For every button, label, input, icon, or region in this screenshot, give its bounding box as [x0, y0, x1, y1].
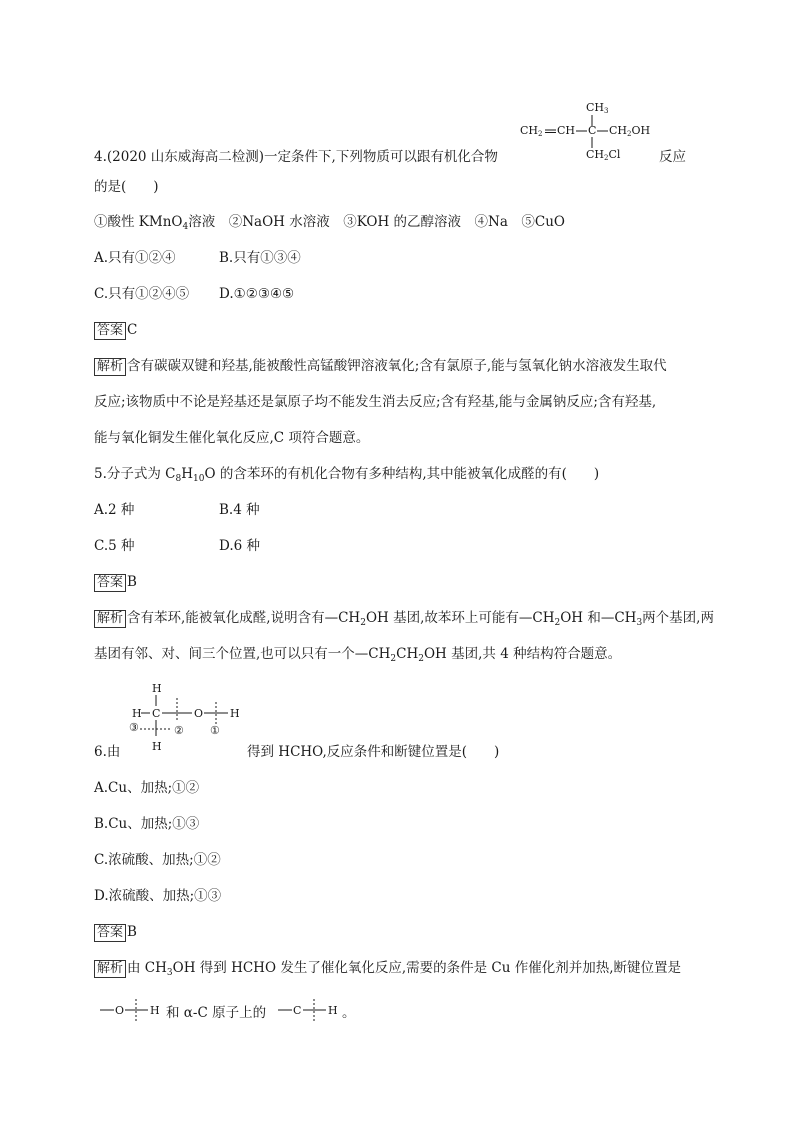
q6-frag1-h: H: [150, 1004, 160, 1017]
answer-tag: 答案: [94, 574, 126, 592]
q6-frag-end: 。: [342, 1005, 356, 1021]
answer-tag: 答案: [94, 322, 126, 340]
q6-methanol-structure: [128, 680, 250, 758]
q6-frag-and-text: 和 α-C 原子上的: [166, 1005, 267, 1021]
q5-answer-value: B: [127, 574, 137, 590]
q4-choice-c[interactable]: C.只有①②④⑤: [94, 286, 190, 302]
q4-choice-a[interactable]: A.只有①②④: [94, 250, 176, 266]
q6-frag1-o: O: [115, 1004, 125, 1017]
q4-analysis-line1: 解析 含有碳碳双键和羟基,能被酸性高锰酸钾溶液氧化;含有氯原子,能与氢氧化钠水溶液发生取代: [94, 357, 667, 376]
q5-answer: [94, 573, 137, 592]
q6-answer-value: B: [127, 924, 137, 940]
q6-answer: [94, 923, 137, 942]
q6-choice-b[interactable]: B.Cu、加热;①③: [94, 816, 200, 832]
q6-h-left: H: [132, 707, 142, 720]
q6-choice-a[interactable]: A.Cu、加热;①②: [94, 780, 200, 796]
q6-mark-1: ①: [210, 724, 220, 737]
q4-ch-label: CH: [557, 124, 576, 137]
q6-choice-c[interactable]: C.浓硫酸、加热;①②: [94, 852, 221, 868]
q6-frag2-h: H: [328, 1004, 338, 1017]
answer-tag: 答案: [94, 924, 126, 942]
q6-h-top: H: [152, 682, 162, 695]
q6-stem-prefix: 6.由: [94, 744, 121, 760]
q5-analysis-line1: 解析 含有苯环,能被氧化成醛,说明含有$—CH_2OH$ 基团,故苯环上可能有$—CH_2OH$ 和$—CH_3$两个基团,两: [94, 609, 714, 632]
q4-answer: [94, 321, 137, 340]
q4-stem: [94, 148, 498, 166]
q4-analysis-line2: 反应;该物质中不论是羟基还是氯原子均不能发生消去反应;含有羟基,能与金属钠反应;含有羟基,: [94, 394, 657, 410]
q5-choice-b[interactable]: B.4 种: [219, 502, 260, 518]
q4-c-label: C: [588, 124, 597, 137]
q5-choice-d[interactable]: D.6 种: [219, 538, 261, 554]
q4-analysis-line3: 能与氧化铜发生催化氧化反应,C 项符合题意。: [94, 430, 370, 446]
q6-frag2-c: C: [293, 1004, 302, 1017]
q5-choice-a[interactable]: A.2 种: [94, 502, 135, 518]
q6-choice-d[interactable]: D.浓硫酸、加热;①③: [94, 888, 222, 904]
q4-reagent-list: ①酸性 KMnO$_4$溶液 ②NaOH 水溶液 ③KOH 的乙醇溶液 ④Na ⑤CuO: [94, 214, 566, 232]
q4-answer-value: C: [127, 322, 138, 338]
analysis-tag: 解析: [94, 960, 126, 978]
q4-ch2oh-label: CH2OH: [609, 124, 651, 138]
q5-analysis-line2: 基团有邻、对、间三个位置,也可以只有一个$—CH_2CH_2OH$ 基团,共 4 种结构符合题意。: [94, 646, 622, 664]
q4-stem-end: 反应: [659, 149, 686, 165]
q6-stem-rest: 得到 HCHO,反应条件和断键位置是( ): [247, 744, 500, 760]
q6-c-h-fragment: [278, 996, 342, 1026]
q6-mark-2: ②: [174, 724, 184, 737]
analysis-tag: 解析: [94, 358, 126, 376]
q5-stem: 5.分子式为 $C_8H_{10}O$ 的含苯环的有机化合物有多种结构,其中能被氧化成醛的有( ): [94, 466, 600, 484]
q6-o-label: O: [194, 707, 204, 720]
q6-h-bottom: H: [152, 740, 162, 753]
q4-ch3-label: CH3: [586, 101, 609, 115]
analysis-tag: 解析: [94, 610, 126, 628]
q4-structure-formula: [518, 96, 668, 162]
q6-analysis-line1: 解析 由 $CH_3OH$ 得到 HCHO 发生了催化氧化反应,需要的条件是 Cu 作催化剂并加热,断键位置是: [94, 959, 681, 982]
q4-choice-b[interactable]: B.只有①③④: [219, 250, 301, 266]
q4-stem-text: 4.(2020 山东威海高二检测)一定条件下,下列物质可以跟有机化合物: [94, 149, 498, 165]
q4-choice-d[interactable]: D.①②③④⑤: [219, 286, 295, 302]
q5-choice-c[interactable]: C.5 种: [94, 538, 135, 554]
q4-ch2cl-label: CH2Cl: [586, 148, 621, 162]
q6-h-right: H: [230, 707, 240, 720]
q6-c-label: C: [152, 707, 161, 720]
q6-o-h-fragment: [100, 996, 164, 1026]
q4-stem-line2: 的是( ): [94, 179, 159, 195]
q4-ch2-left-label: CH2: [520, 124, 543, 138]
q6-mark-3: ③: [129, 721, 139, 734]
